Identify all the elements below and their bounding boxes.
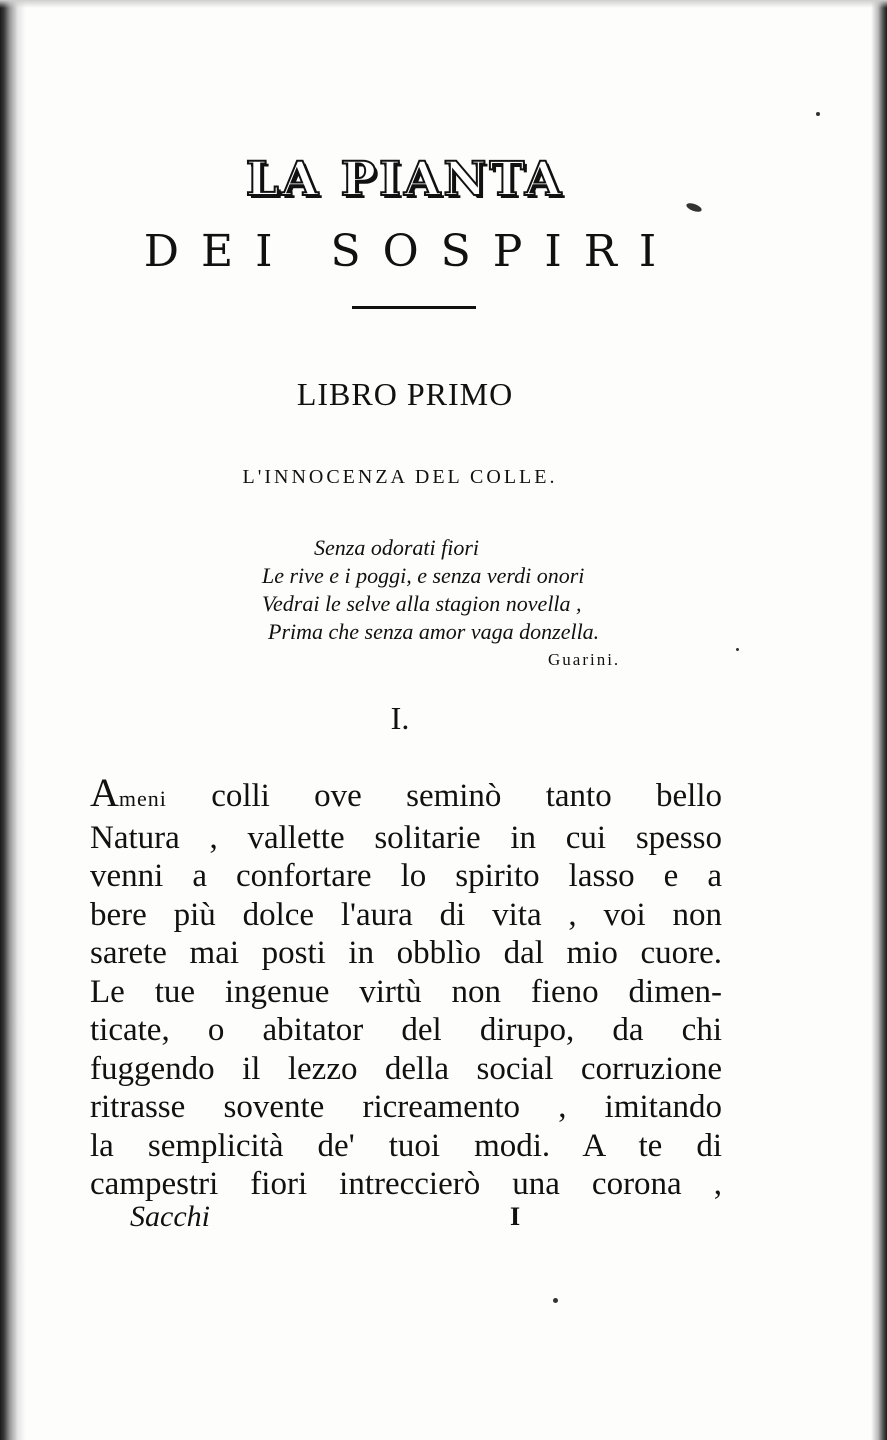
epigraph-author: Guarini. [548, 650, 621, 669]
epigraph-line: Senza odorati fiori [314, 535, 480, 560]
body-line: campestri fiori intreccierò una corona , [90, 1166, 722, 1202]
epigraph [262, 534, 742, 674]
body-line: fuggendo il lezzo della social corruzione [90, 1050, 722, 1087]
scan-edge-right [871, 0, 887, 1440]
body-line: bere più dolce l'aura di vita , voi non [90, 896, 722, 933]
epigraph-line: Le rive e i poggi, e senza verdi onori [262, 563, 585, 588]
first-line-text: colli ove seminò tanto bello [211, 778, 723, 814]
scan-edge-top [0, 0, 887, 8]
scan-speck [553, 1298, 558, 1303]
body-line: Natura , vallette solitarie in cui spesso [90, 819, 722, 856]
body-line: Le tue ingenue virtù non fieno dimen- [90, 973, 722, 1010]
scan-speck [816, 112, 820, 116]
body-paragraph [90, 770, 723, 1204]
body-line: venni a confortare lo spirito lasso e a [90, 858, 722, 894]
sheet-number: I [510, 1202, 521, 1231]
title-divider [352, 306, 476, 309]
body-line: la semplicità de' tuoi modi. A te di [90, 1127, 722, 1164]
body-line: ritrasse sovente ricreamento , imitando [90, 1089, 722, 1125]
drop-cap: A [90, 770, 119, 815]
book-subtitle: L'INNOCENZA DEL COLLE. [242, 466, 558, 488]
body-line: ticate, o abitator del dirupo, da chi [90, 1012, 722, 1048]
book-heading: LIBRO PRIMO [296, 376, 514, 412]
section-number: I. [390, 700, 410, 736]
body-line: sarete mai posti in obblìo dal mio cuore. [90, 935, 722, 971]
small-caps-word: meni [118, 786, 167, 811]
body-first-line [90, 770, 723, 819]
epigraph-line: Prima che senza amor vaga donzella. [268, 619, 600, 644]
book-title-line1: LA PIANTA [245, 152, 565, 207]
book-title-line2: DEI SOSPIRI [143, 226, 679, 277]
page-footer [130, 1200, 730, 1234]
epigraph-line: Vedrai le selve alla stagion novella , [262, 591, 582, 616]
printer-signature: Sacchi [130, 1200, 210, 1233]
scan-speck [736, 648, 739, 651]
